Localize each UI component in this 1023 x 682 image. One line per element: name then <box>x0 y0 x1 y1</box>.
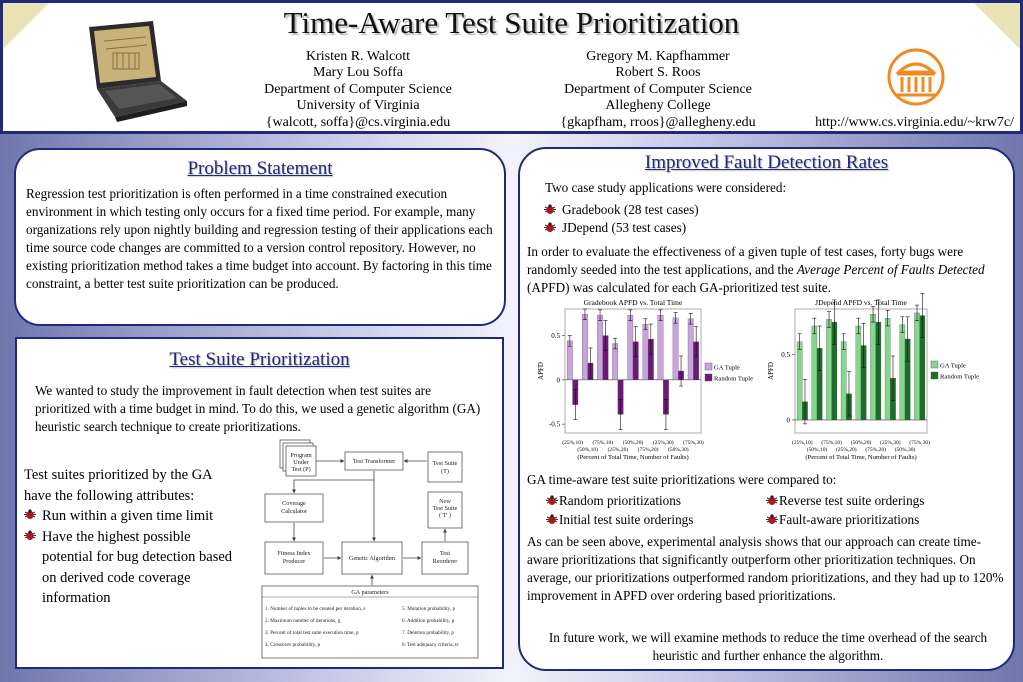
author-email: {gkapfham, rroos}@allegheny.edu <box>560 114 756 130</box>
legend-label: GA Tuple <box>940 362 966 370</box>
flow-label-coverage: Coverage Calculator <box>281 500 307 515</box>
x-axis-label: (Percent of Total Time, Number of Faults) <box>805 454 917 461</box>
legend-label: GA Tuple <box>714 364 740 372</box>
author-line: Robert S. Roos <box>615 65 701 81</box>
authors-uva <box>243 49 473 131</box>
bar-ga-tuple <box>841 342 846 420</box>
x-tick-label: (50%,10) <box>806 447 828 453</box>
x-tick-label: (25%,10) <box>792 440 813 446</box>
panel-title: Improved Fault Detection Rates <box>644 152 889 173</box>
bar-ga-tuple <box>597 315 602 380</box>
suite-box <box>428 452 462 482</box>
attributes-block <box>24 465 234 609</box>
attribute-text: Run within a given time limit <box>42 508 214 524</box>
attributes-intro: Test suites prioritized by the GA have the following attributes: <box>24 467 212 504</box>
bug-bullet-icon <box>766 514 778 525</box>
tsp-intro-text: We wanted to study the improvement in fault detection when test suites are prioritized with a time budget in mind. To do this, we used a genetic algorithm (GA) heuristic search technique to create prioritizations. <box>35 383 481 434</box>
bar-ga-tuple <box>643 324 648 380</box>
eval-pre: In order to evaluate the effectiveness of a given tuple of test cases, forty bugs were randomly seeded into the test applications, and the <box>527 244 964 277</box>
bar-ga-tuple <box>582 314 587 380</box>
x-tick-label: (75%,10) <box>821 440 842 446</box>
author-line: Allegheny College <box>605 98 711 114</box>
ga-param: 3. Percent of total test suite execution time, p <box>265 630 359 636</box>
author-line: Department of Computer Science <box>564 81 752 97</box>
laptop-image <box>79 19 189 123</box>
ga-param: 1. Number of tuples to be created per iteration, s <box>265 606 366 612</box>
x-tick-label: (25%,10) <box>562 440 583 446</box>
legend-label: Random Tuple <box>714 375 754 383</box>
bug-bullet-icon <box>546 514 558 525</box>
x-tick-label: (50%,30) <box>894 447 916 453</box>
ga-param: 2. Maximum number of iterations, g <box>265 618 341 624</box>
list-item <box>24 506 234 527</box>
bar-ga-tuple <box>900 325 905 420</box>
bug-bullet-icon <box>544 222 556 233</box>
eval-post: (APFD) was calculated for each GA-prioritized test suite. <box>527 280 831 295</box>
author-line: Gregory M. Kapfhammer <box>586 49 730 64</box>
rotunda-logo-icon <box>887 48 945 106</box>
case-study-intro: Two case study applications were considered: <box>545 180 787 195</box>
y-tick-label: 0.5 <box>781 351 790 360</box>
bar-ga-tuple <box>567 341 572 380</box>
bar-ga-tuple <box>870 314 875 420</box>
x-tick-label: (25%,30) <box>880 440 901 446</box>
compare-item: Fault-aware prioritizations <box>779 512 920 527</box>
x-tick-label: (25%,30) <box>652 440 674 446</box>
author-line: Department of Computer Science <box>264 81 452 97</box>
project-url[interactable]: http://www.cs.virginia.edu/~krw7c/ <box>815 115 1014 130</box>
ga-param: 6. Addition probability, p <box>402 618 455 624</box>
authors-allegheny <box>538 49 778 131</box>
attribute-text: Have the highest possible potential for bug detection based on derived code coverage information <box>42 528 233 606</box>
compare-item: Random prioritizations <box>559 493 681 508</box>
compare-item: Initial test suite orderings <box>559 512 694 527</box>
bug-bullet-icon <box>24 509 36 520</box>
legend-swatch <box>705 363 712 370</box>
bug-bullet-icon <box>544 204 556 215</box>
bar-ga-tuple <box>673 318 678 380</box>
author-line: University of Virginia <box>296 98 420 114</box>
ga-flow-diagram <box>262 440 478 658</box>
list-item <box>544 201 844 219</box>
problem-statement-panel <box>14 148 506 326</box>
legend-swatch <box>705 374 712 381</box>
list-item <box>766 492 924 510</box>
attributes-list <box>24 506 234 609</box>
y-axis-label: APFD <box>537 362 545 380</box>
x-tick-label: (50%,30) <box>668 447 689 453</box>
poster-title: Time-Aware Test Suite Prioritization <box>283 5 740 40</box>
panel-title: Problem Statement <box>187 158 333 179</box>
list-item <box>546 492 681 510</box>
flow-label: GA parameters <box>351 589 389 596</box>
list-item <box>24 527 234 609</box>
legend-swatch <box>931 372 938 379</box>
x-tick-label: (75%,30) <box>683 440 704 446</box>
ga-param: 7. Deletion probability, p <box>402 630 454 636</box>
flow-label-program: Program Under Test (P) <box>290 452 312 473</box>
y-tick-label: 0 <box>556 376 560 385</box>
ga-param: 8. Test adequacy criteria, tc <box>402 642 459 648</box>
ga-param: 4. Crossover probability, p <box>265 642 321 648</box>
flow-label-newsuite: New Test Suite ( T' ) <box>432 498 458 519</box>
flow-label-suite: Test Suite (T) <box>432 460 458 475</box>
chart-title: Gradebook APFD vs. Total Time <box>583 298 683 307</box>
y-tick-label: 0.5 <box>551 332 560 341</box>
x-tick-label: (50%,10) <box>577 447 598 453</box>
x-tick-label: (75%,30) <box>909 440 930 446</box>
y-tick-label: -0.5 <box>548 420 560 429</box>
panel-title: Test Suite Prioritization <box>169 349 350 370</box>
compare-item: Reverse test suite orderings <box>779 493 925 508</box>
app-name: Gradebook (28 test cases) <box>562 202 699 217</box>
x-tick-label: (75%,20) <box>637 447 659 453</box>
flow-label: Genetic Algorithm <box>348 555 396 562</box>
app-name: JDepend (53 test cases) <box>562 220 687 235</box>
list-item <box>766 511 919 529</box>
legend-label: Random Tuple <box>940 373 980 381</box>
bug-bullet-icon <box>766 495 778 506</box>
bar-ga-tuple <box>885 318 890 420</box>
x-axis-label: (Percent of Total Time, Number of Faults) <box>577 454 689 461</box>
legend-swatch <box>931 361 938 368</box>
author-email: {walcott, soffa}@cs.virginia.edu <box>265 114 451 130</box>
problem-text: Regression test prioritization is often performed in a time constrained execution environment in which testing only occurs for a fixed time period. For example, many organizations rely upon nightly building and regression testing of their applications each time source code changes are committed to a version control repository. However, no existing prioritization method takes a time budget into account. By factoring in this time constraint, a better test suite prioritization can be produced. <box>26 186 493 291</box>
y-tick-label: 0 <box>786 416 790 425</box>
case-study-list <box>544 201 844 237</box>
compare-list <box>546 492 996 530</box>
x-tick-label: (75%,20) <box>865 447 886 453</box>
future-work-text: In future work, we will examine methods to reduce the time overhead of the search heuristic and further enhance the algorithm. <box>548 630 988 663</box>
x-tick-label: (25%,20) <box>836 447 857 453</box>
list-item <box>546 511 693 529</box>
bar-ga-tuple <box>826 319 831 420</box>
ga-param: 5. Mutation probability, p <box>402 606 456 612</box>
x-tick-label: (50%,20) <box>850 440 872 446</box>
author-line: Kristen R. Walcott <box>306 49 410 64</box>
evaluation-text <box>527 243 1009 297</box>
compared-intro: GA time-aware test suite prioritizations were compared to: <box>527 472 837 487</box>
x-tick-label: (75%,10) <box>592 440 614 446</box>
list-item <box>544 219 844 237</box>
gradebook-apfd-chart <box>537 297 754 467</box>
jdepend-apfd-chart <box>765 297 995 467</box>
flow-label: Test Transformer <box>352 458 396 465</box>
chart-title: JDepend APFD vs. Total Time <box>815 298 907 307</box>
x-tick-label: (50%,20) <box>622 440 644 446</box>
results-text: As can be seen above, experimental analysis shows that our approach can create time-aware prioritizations that significantly outperform other prioritization techniques. On average, our prioritizations outperformed random prioritizations, and they had up to 120% improvement in APFD over ordering based prioritizations. <box>527 534 1004 603</box>
y-axis-label: APFD <box>767 362 775 380</box>
bar-ga-tuple <box>914 313 919 420</box>
flow-label-fitness: Fitness Index Producer <box>277 550 311 565</box>
bar-ga-tuple <box>628 315 633 380</box>
flow-label-reorderer: Test Reorderer <box>432 550 458 565</box>
author-line: Mary Lou Soffa <box>313 65 403 81</box>
eval-em: Average Percent of Faults Detected <box>796 262 985 277</box>
x-tick-label: (25%,20) <box>607 447 629 453</box>
bar-ga-tuple <box>688 319 693 380</box>
bug-bullet-icon <box>546 495 558 506</box>
poster-header <box>0 0 1023 134</box>
bar-ga-tuple <box>658 315 663 380</box>
bug-bullet-icon <box>24 530 36 541</box>
bar-ga-tuple <box>856 326 861 420</box>
bar-ga-tuple <box>812 326 817 420</box>
bar-ga-tuple <box>797 342 802 420</box>
